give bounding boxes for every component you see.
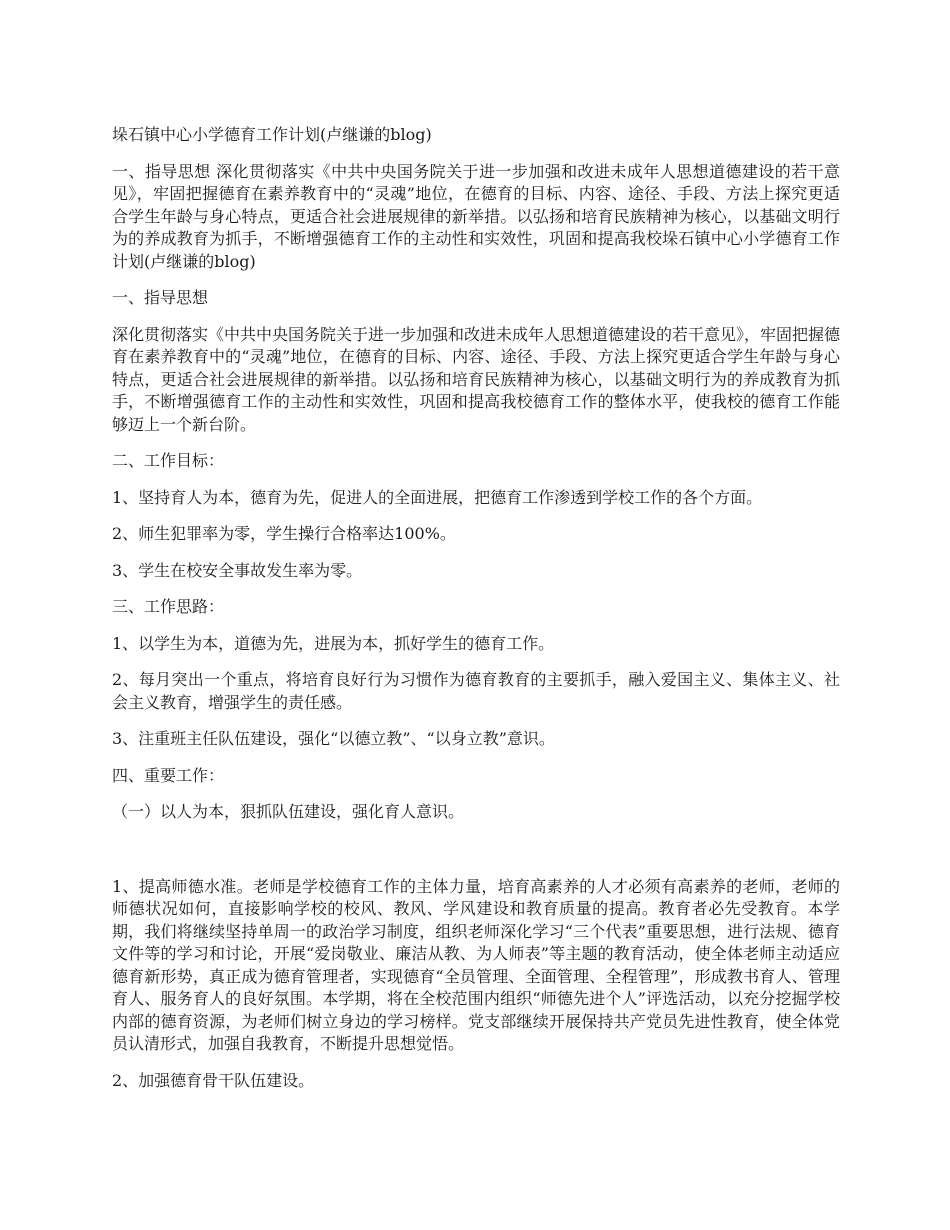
section-3-item-1: 1、以学生为本，道德为先，进展为本，抓好学生的德育工作。 (112, 633, 555, 653)
section-2-item-1: 1、坚持育人为本，德育为先，促进人的全面进展，把德育工作渗透到学校工作的各个方面。 (112, 487, 763, 507)
section-4-heading: 四、重要工作： (112, 765, 225, 785)
section-1-heading: 一、指导思想 (112, 288, 209, 307)
section-2-heading: 二、工作目标： (112, 451, 225, 470)
section-2-item-3: 3、学生在校安全事故发生率为零。 (112, 560, 363, 580)
section-2-item-2: 2、师生犯罪率为零，学生操行合格率达100%。 (112, 524, 456, 543)
section-1-body: 深化贯彻落实《中共中央国务院关于进一步加强和改进未成年人思想道德建设的若干意见》，牢固把握德育在素养教育中的“灵魂”地位，在德育的目标、内容、途径、手段、方法上探究更适合学生年龄与身心特点，更适合社会进展规律的新举措。以弘扬和培育民族精神为核心，以基础文明行为的养成教育为抓手，不断增强德育工作的主动性和实效性，巩固和提高我校德育工作的整体水平，使我校的德育工作能够迈上一个新台阶。 (112, 324, 841, 434)
blank-spacer (112, 838, 840, 876)
section-3-item-3: 3、注重班主任队伍建设，强化“以德立教”、“以身立教”意识。 (112, 729, 555, 748)
section-4-item-2: 2、加强德育骨干队伍建设。 (112, 1070, 315, 1090)
section-3-heading: 三、工作思路： (112, 597, 225, 616)
section-4-subheading-1: （一）以人为本，狠抓队伍建设，强化育人意识。 (112, 802, 465, 821)
section-3-item-2: 2、每月突出一个重点，将培育良好行为习惯作为德育教育的主要抓手，融入爱国主义、集体主义、社会主义教育，增强学生的责任感。 (112, 670, 840, 712)
section-4-item-1: 1、提高师德水准。老师是学校德育工作的主体力量，培育高素养的人才必须有高素养的老师，老师的师德状况如何，直接影响学校的校风、教风、学风建设和教育质量的提高。教育者必先受教育。本学期，我们将继续坚持单周一的政治学习制度，组织老师深化学习“三个代表”重要思想，进行法规、德育文件等的学习和讨论，开展“爱岗敬业、廉洁从教、为人师表”等主题的教育活动，使全体老师主动适应德育新形势，真正成为德育管理者，实现德育“全员管理、全面管理、全程管理”，形成教书育人、管理育人、服务育人的良好氛围。本学期，将在全校范围内组织“师德先进个人”评选活动，以充分挖掘学校内部的德育资源，为老师们树立身边的学习榜样。党支部继续开展保持共产党员先进性教育，使全体党员认清形式，加强自我教育，不断提升思想觉悟。 (112, 876, 840, 1053)
document-page (112, 124, 840, 1106)
intro-paragraph: 一、指导思想 深化贯彻落实《中共中央国务院关于进一步加强和改进未成年人思想道德建设的若干意见》，牢固把握德育在素养教育中的“灵魂”地位，在德育的目标、内容、途径、手段、方法上探究更适合学生年龄与身心特点，更适合社会进展规律的新举措。以弘扬和培育民族精神为核心，以基础文明行为的养成教育为抓手，不断增强德育工作的主动性和实效性，巩固和提高我校垛石镇中心小学德育工作计划(卢继谦的blog) (112, 161, 840, 271)
document-title: 垛石镇中心小学德育工作计划(卢继谦的blog) (112, 125, 432, 144)
